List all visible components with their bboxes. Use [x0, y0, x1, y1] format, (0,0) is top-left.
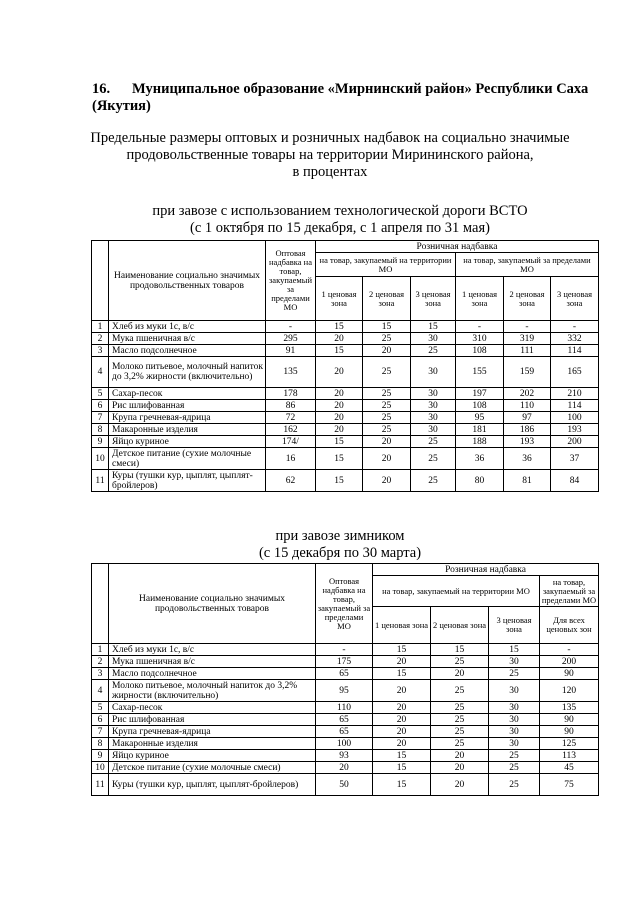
header-zone-2: 2 ценовая зона	[504, 277, 551, 321]
cell-out2: 319	[504, 333, 551, 345]
cell-out3: 210	[551, 388, 599, 400]
cell-in2: 25	[363, 333, 411, 345]
header-outside-mo: на товар, закупаемый за пределами МО	[540, 576, 599, 607]
table-row	[92, 774, 599, 796]
cell-out1: 80	[456, 470, 504, 492]
cell-out3: 37	[551, 448, 599, 470]
cell-wholesale: 65	[316, 714, 373, 726]
header-wholesale: Оптовая надбавка на товар, закупаемый за пределами МО	[266, 241, 316, 321]
cell-in2: 20	[431, 774, 489, 796]
cell-n: 9	[92, 750, 109, 762]
cell-out2: 193	[504, 436, 551, 448]
cell-out: 135	[540, 702, 599, 714]
cell-in2: 20	[431, 668, 489, 680]
table-row	[92, 762, 599, 774]
cell-n: 4	[92, 357, 109, 388]
header-outside-mo: на товар, закупаемый за пределами МО	[456, 253, 599, 277]
cell-in3: 30	[411, 388, 456, 400]
cell-n: 6	[92, 400, 109, 412]
header-zone-3: 3 ценовая зона	[551, 277, 599, 321]
header-number	[92, 241, 109, 321]
header-retail: Розничная надбавка	[316, 241, 599, 253]
cell-in1: 20	[316, 400, 363, 412]
cell-out2: 202	[504, 388, 551, 400]
cell-wholesale: 93	[316, 750, 373, 762]
cell-in3: 25	[411, 436, 456, 448]
cell-n: 1	[92, 321, 109, 333]
cell-out1: 181	[456, 424, 504, 436]
cell-name: Рис шлифованная	[109, 400, 266, 412]
cell-wholesale: 162	[266, 424, 316, 436]
cell-in2: 25	[431, 702, 489, 714]
cell-name: Крупа гречневая-ядрица	[109, 412, 266, 424]
cell-in3: 30	[489, 680, 540, 702]
header-all-zones: Для всех ценовых зон	[540, 607, 599, 644]
table-row	[92, 714, 599, 726]
table-row	[92, 321, 599, 333]
cell-in1: 20	[316, 388, 363, 400]
cell-n: 9	[92, 436, 109, 448]
section-number: 16.	[92, 81, 111, 97]
table-row	[92, 345, 599, 357]
cell-in3: 25	[489, 668, 540, 680]
cell-in2: 20	[363, 345, 411, 357]
cell-in1: 15	[373, 644, 431, 656]
cell-out: -	[540, 644, 599, 656]
cell-name: Мука пшеничная в/с	[109, 333, 266, 345]
cell-in3: 30	[411, 412, 456, 424]
cell-in3: 25	[411, 470, 456, 492]
cell-out: 120	[540, 680, 599, 702]
table-row	[92, 400, 599, 412]
table-row	[92, 333, 599, 345]
cell-wholesale: 16	[266, 448, 316, 470]
header-product-name: Наименование социально значимых продовольственных товаров	[109, 564, 316, 644]
cell-in3: 25	[489, 774, 540, 796]
cell-out2: 81	[504, 470, 551, 492]
cell-wholesale: 135	[266, 357, 316, 388]
cell-out2: 186	[504, 424, 551, 436]
cell-in2: 20	[363, 436, 411, 448]
table-row	[92, 656, 599, 668]
cell-name: Хлеб из муки 1с, в/с	[109, 321, 266, 333]
cell-in3: 30	[489, 738, 540, 750]
cell-name: Детское питание (сухие молочные смеси)	[109, 762, 316, 774]
cell-n: 3	[92, 345, 109, 357]
table2-condition	[80, 528, 600, 562]
cell-out3: -	[551, 321, 599, 333]
cell-in2: 20	[363, 470, 411, 492]
cell-out1: 188	[456, 436, 504, 448]
cell-wholesale: 174/	[266, 436, 316, 448]
cell-n: 7	[92, 412, 109, 424]
cell-n: 2	[92, 333, 109, 345]
cell-name: Детское питание (сухие молочные смеси)	[109, 448, 266, 470]
cell-in1: 20	[373, 702, 431, 714]
cell-out3: 332	[551, 333, 599, 345]
table-row	[92, 702, 599, 714]
cell-in1: 20	[316, 424, 363, 436]
table-row	[92, 738, 599, 750]
cell-in1: 15	[373, 750, 431, 762]
cell-n: 6	[92, 714, 109, 726]
cell-in1: 20	[373, 656, 431, 668]
cell-wholesale: 95	[316, 680, 373, 702]
cell-in2: 25	[431, 656, 489, 668]
subtitle-line: продовольственные товары на территории Мирининского района,	[126, 147, 534, 163]
cell-wholesale: 50	[316, 774, 373, 796]
cell-in3: 25	[411, 345, 456, 357]
cell-wholesale: 295	[266, 333, 316, 345]
header-within-mo: на товар, закупаемый на территории МО	[373, 576, 540, 607]
cell-in1: 15	[316, 321, 363, 333]
cell-out: 90	[540, 714, 599, 726]
header-zone-3: 3 ценовая зона	[411, 277, 456, 321]
cell-n: 3	[92, 668, 109, 680]
table-row	[92, 412, 599, 424]
cell-in2: 25	[431, 714, 489, 726]
cell-wholesale: 86	[266, 400, 316, 412]
cell-n: 10	[92, 762, 109, 774]
cell-in2: 25	[363, 357, 411, 388]
cell-name: Куры (тушки кур, цыплят, цыплят-бройлеров)	[109, 774, 316, 796]
table-row	[92, 424, 599, 436]
cell-in2: 25	[363, 388, 411, 400]
cell-out2: -	[504, 321, 551, 333]
cell-out2: 110	[504, 400, 551, 412]
cell-n: 5	[92, 388, 109, 400]
cell-name: Масло подсолнечное	[109, 345, 266, 357]
cell-in3: 30	[411, 400, 456, 412]
cell-out1: 155	[456, 357, 504, 388]
cell-out3: 100	[551, 412, 599, 424]
cell-name: Макаронные изделия	[109, 738, 316, 750]
cell-wholesale: 178	[266, 388, 316, 400]
cell-n: 2	[92, 656, 109, 668]
cell-out: 125	[540, 738, 599, 750]
cell-out: 75	[540, 774, 599, 796]
cell-n: 11	[92, 774, 109, 796]
cell-out2: 111	[504, 345, 551, 357]
condition-line: при завозе зимником	[275, 528, 405, 544]
cell-in3: 25	[489, 750, 540, 762]
condition-line: (с 1 октября по 15 декабря, с 1 апреля по 31 мая)	[190, 220, 490, 236]
cell-out1: 197	[456, 388, 504, 400]
cell-out1: -	[456, 321, 504, 333]
cell-out3: 193	[551, 424, 599, 436]
cell-out: 200	[540, 656, 599, 668]
cell-in1: 15	[316, 436, 363, 448]
cell-wholesale: 110	[316, 702, 373, 714]
cell-wholesale: 100	[316, 738, 373, 750]
header-wholesale: Оптовая надбавка на товар, закупаемый за пределами МО	[316, 564, 373, 644]
header-zone-1: 1 ценовая зона	[373, 607, 431, 644]
cell-out3: 114	[551, 400, 599, 412]
cell-n: 11	[92, 470, 109, 492]
cell-in2: 25	[363, 412, 411, 424]
cell-in2: 25	[363, 424, 411, 436]
cell-out: 90	[540, 668, 599, 680]
header-product-name: Наименование социально значимых продовольственных товаров	[109, 241, 266, 321]
cell-out1: 95	[456, 412, 504, 424]
cell-out2: 159	[504, 357, 551, 388]
cell-out1: 108	[456, 345, 504, 357]
cell-in1: 20	[373, 738, 431, 750]
table-row	[92, 750, 599, 762]
cell-name: Яйцо куриное	[109, 436, 266, 448]
cell-name: Молоко питьевое, молочный напиток до 3,2% жирности (включительно)	[109, 680, 316, 702]
cell-out: 90	[540, 726, 599, 738]
cell-wholesale: -	[266, 321, 316, 333]
cell-in1: 15	[373, 762, 431, 774]
cell-in2: 15	[431, 644, 489, 656]
header-number	[92, 564, 109, 644]
document-subtitle	[60, 130, 600, 181]
cell-in1: 15	[373, 668, 431, 680]
subtitle-line: Предельные размеры оптовых и розничных надбавок на социально значимые	[90, 130, 570, 146]
table-row	[92, 680, 599, 702]
cell-in3: 30	[489, 702, 540, 714]
cell-wholesale: -	[316, 644, 373, 656]
table-row	[92, 436, 599, 448]
cell-in2: 25	[431, 726, 489, 738]
cell-out2: 97	[504, 412, 551, 424]
cell-n: 1	[92, 644, 109, 656]
table-row	[92, 357, 599, 388]
header-zone-1: 1 ценовая зона	[456, 277, 504, 321]
cell-in1: 20	[373, 680, 431, 702]
cell-in1: 15	[373, 774, 431, 796]
markup-table-vsto	[91, 240, 599, 492]
cell-in1: 20	[316, 333, 363, 345]
cell-n: 5	[92, 702, 109, 714]
cell-in3: 25	[411, 448, 456, 470]
cell-in3: 30	[411, 333, 456, 345]
cell-in1: 20	[316, 412, 363, 424]
cell-wholesale: 65	[316, 668, 373, 680]
cell-out3: 84	[551, 470, 599, 492]
cell-out3: 114	[551, 345, 599, 357]
cell-in3: 30	[411, 357, 456, 388]
cell-in1: 20	[316, 357, 363, 388]
cell-in1: 15	[316, 345, 363, 357]
cell-name: Макаронные изделия	[109, 424, 266, 436]
table-row	[92, 726, 599, 738]
cell-name: Рис шлифованная	[109, 714, 316, 726]
cell-wholesale: 72	[266, 412, 316, 424]
header-zone-2: 2 ценовая зона	[431, 607, 489, 644]
cell-wholesale: 20	[316, 762, 373, 774]
cell-out1: 36	[456, 448, 504, 470]
cell-name: Сахар-песок	[109, 702, 316, 714]
cell-in1: 15	[316, 448, 363, 470]
cell-name: Сахар-песок	[109, 388, 266, 400]
cell-in3: 15	[411, 321, 456, 333]
condition-line: (с 15 декабря по 30 марта)	[258, 545, 422, 561]
cell-in1: 20	[373, 726, 431, 738]
cell-in1: 20	[373, 714, 431, 726]
cell-in2: 15	[363, 321, 411, 333]
cell-n: 4	[92, 680, 109, 702]
table-row	[92, 644, 599, 656]
table-row	[92, 668, 599, 680]
cell-n: 8	[92, 424, 109, 436]
cell-in3: 15	[489, 644, 540, 656]
cell-name: Крупа гречневая-ядрица	[109, 726, 316, 738]
cell-wholesale: 175	[316, 656, 373, 668]
cell-name: Яйцо куриное	[109, 750, 316, 762]
cell-out1: 108	[456, 400, 504, 412]
subtitle-line: в процентах	[292, 164, 368, 180]
header-zone-1: 1 ценовая зона	[316, 277, 363, 321]
header-zone-2: 2 ценовая зона	[363, 277, 411, 321]
cell-out3: 200	[551, 436, 599, 448]
cell-name: Хлеб из муки 1с, в/с	[109, 644, 316, 656]
cell-out2: 36	[504, 448, 551, 470]
cell-in3: 30	[489, 656, 540, 668]
cell-in2: 20	[363, 448, 411, 470]
cell-wholesale: 62	[266, 470, 316, 492]
table-row	[92, 388, 599, 400]
cell-out: 113	[540, 750, 599, 762]
cell-out3: 165	[551, 357, 599, 388]
markup-table-winter-road	[91, 563, 599, 796]
header-retail: Розничная надбавка	[373, 564, 599, 576]
cell-in2: 20	[431, 762, 489, 774]
cell-out1: 310	[456, 333, 504, 345]
cell-in3: 30	[489, 726, 540, 738]
table-row	[92, 470, 599, 492]
cell-in2: 20	[431, 750, 489, 762]
cell-n: 10	[92, 448, 109, 470]
header-within-mo: на товар, закупаемый на территории МО	[316, 253, 456, 277]
cell-in3: 25	[489, 762, 540, 774]
cell-name: Куры (тушки кур, цыплят, цыплят-бройлеров)	[109, 470, 266, 492]
cell-wholesale: 91	[266, 345, 316, 357]
cell-name: Молоко питьевое, молочный напиток до 3,2% жирности (включительно)	[109, 357, 266, 388]
cell-name: Масло подсолнечное	[109, 668, 316, 680]
table-row	[92, 448, 599, 470]
cell-in2: 25	[431, 738, 489, 750]
cell-in1: 15	[316, 470, 363, 492]
cell-n: 7	[92, 726, 109, 738]
cell-in2: 25	[431, 680, 489, 702]
condition-line: при завозе с использованием технологической дороги ВСТО	[152, 203, 528, 219]
cell-out: 45	[540, 762, 599, 774]
cell-name: Мука пшеничная в/с	[109, 656, 316, 668]
section-title: Муниципальное образование «Мирнинский район» Республики Саха (Якутия)	[92, 81, 589, 114]
header-zone-3: 3 ценовая зона	[489, 607, 540, 644]
section-heading	[92, 81, 612, 115]
cell-wholesale: 65	[316, 726, 373, 738]
cell-in3: 30	[489, 714, 540, 726]
cell-in2: 25	[363, 400, 411, 412]
cell-n: 8	[92, 738, 109, 750]
cell-in3: 30	[411, 424, 456, 436]
table1-condition	[80, 203, 600, 237]
